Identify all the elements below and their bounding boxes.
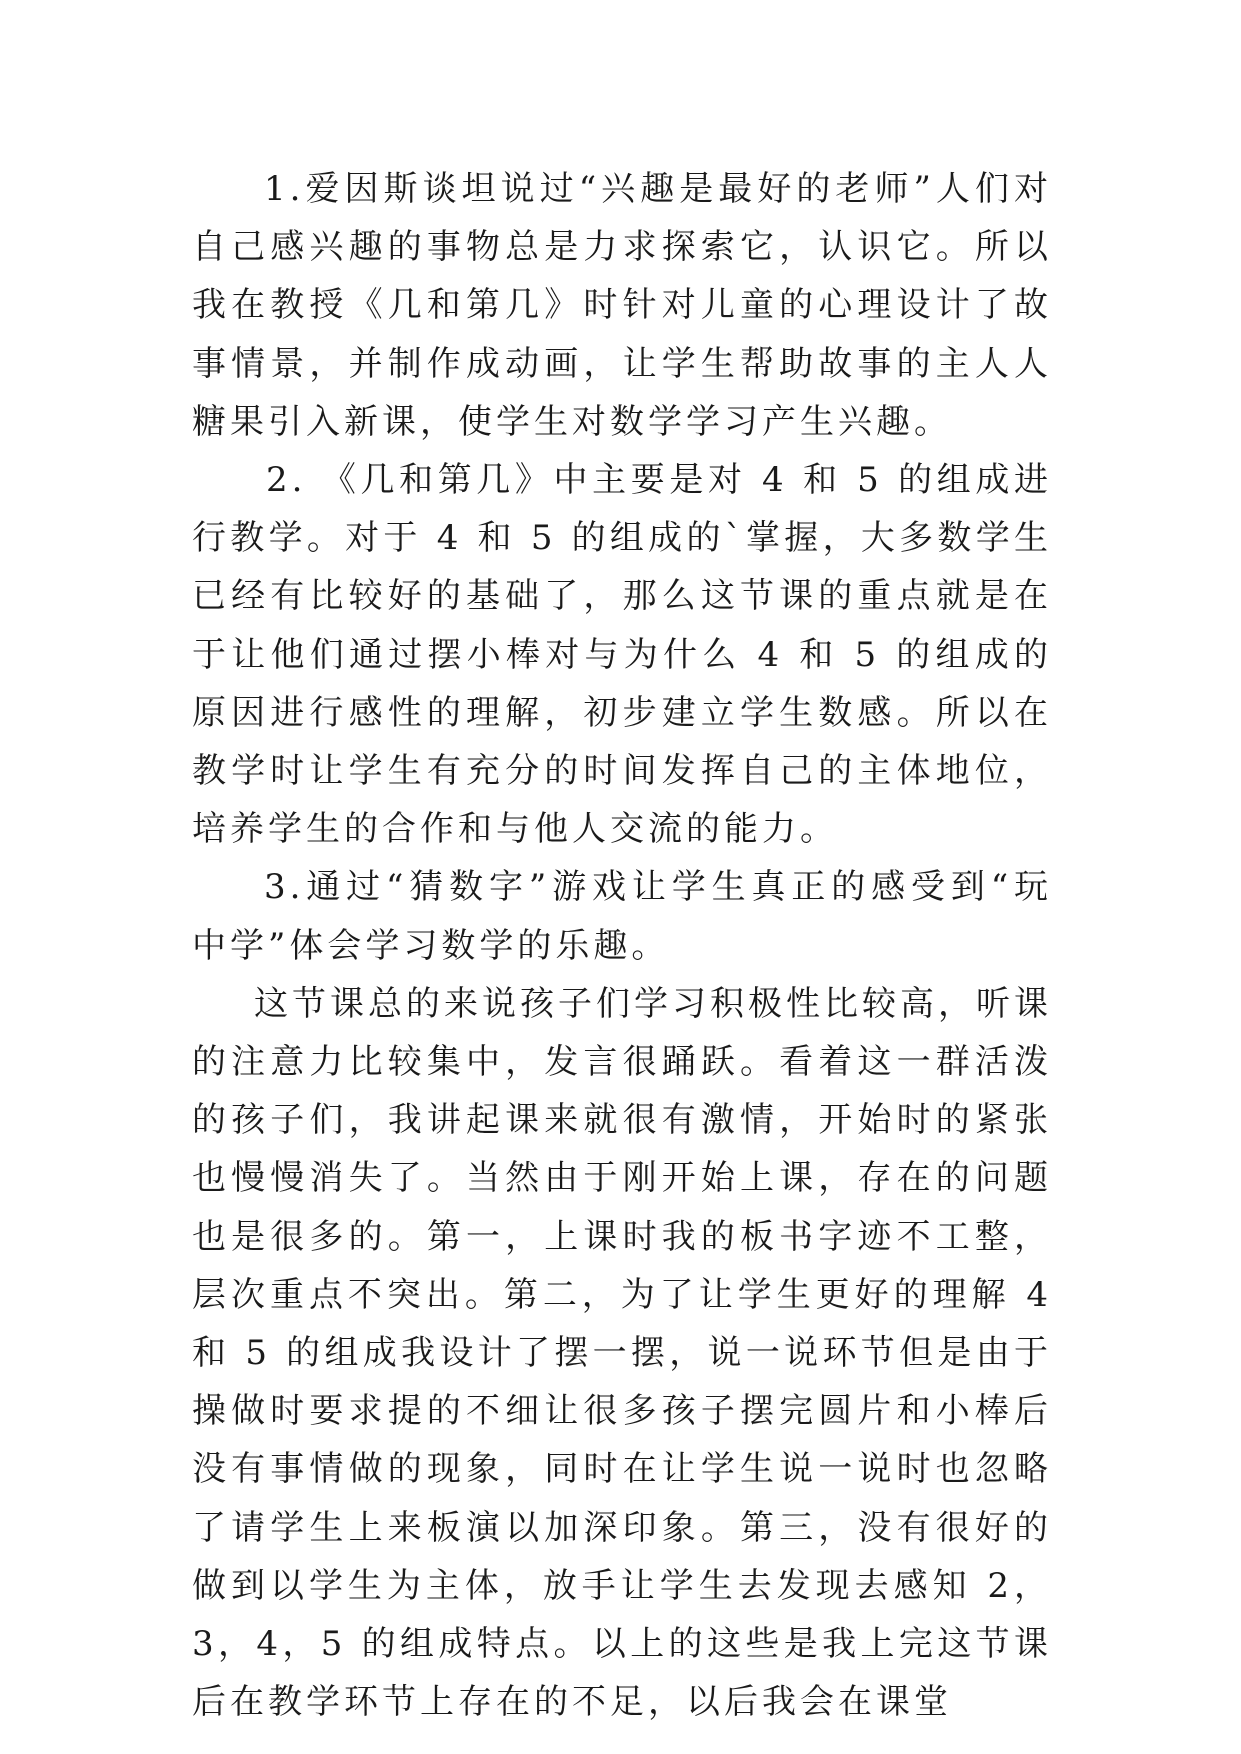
paragraph-1: 1.爱因斯谈坦说过“兴趣是最好的老师”人们对自己感兴趣的事物总是力求探索它，认识它。所以我在教授《几和第几》时针对儿童的心理设计了故事情景，并制作成动画，让学生帮助故事的主人人糖果引入新课，使学生对数学学习产生兴趣。 [192, 169, 1052, 442]
paragraph-4: 这节课总的来说孩子们学习积极性比较高，听课的注意力比较集中，发言很踊跃。看着这一群活泼的孩子们，我讲起课来就很有激情，开始时的紧张也慢慢消失了。当然由于刚开始上课，存在的问题也是很多的。第一，上课时我的板书字迹不工整，层次重点不突出。第二，为了让学生更好的理解 4 和 5 的组成我设计了摆一摆，说一说环节但是由于操做时要求提的不细让很多孩子摆完圆片和小棒后没有事情做的现象，同时在让学生说一说时也忽略了请学生上来板演以加深印象。第三，没有很好的做到以学生为主体，放手让学生去发现去感知 2，3，4，5 的组成特点。以上的这些是我上完这节课后在教学环节上存在的不足，以后我会在课堂 [192, 983, 1052, 1723]
paragraph-2: 2. 《几和第几》中主要是对 4 和 5 的组成进行教学。对于 4 和 5 的组成的`掌握，大多数学生已经有比较好的基础了，那么这节课的重点就是在于让他们通过摆小棒对与为什么 4 和 5 的组成的原因进行感性的理解，初步建立学生数感。所以在教学时让学生有充分的时间发挥自己的主体地位，培养学生的合作和与他人交流的能力。 [192, 460, 1052, 850]
document-body [192, 160, 1052, 1731]
paragraph-3: 3.通过“猜数字”游戏让学生真正的感受到“玩中学”体会学习数学的乐趣。 [192, 867, 1052, 966]
